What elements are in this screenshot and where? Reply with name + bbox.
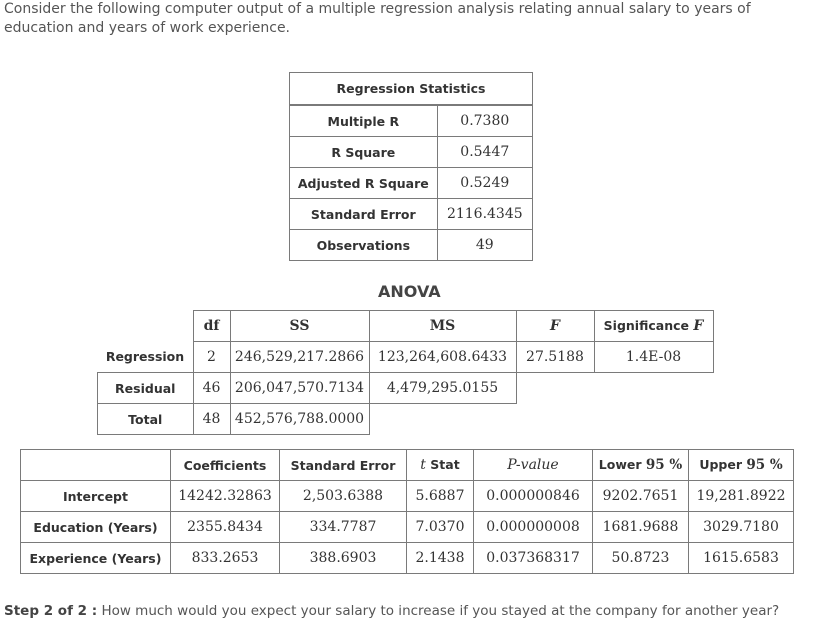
empty-cell — [21, 450, 171, 481]
problem-intro: Consider the following computer output of a multiple regression analysis relating annual salary to years of education and years of work experience. — [4, 1, 751, 36]
row-label: Education (Years) — [21, 512, 171, 543]
lower-95-cell: 50.8723 — [593, 543, 689, 574]
stat-value: 0.5249 — [437, 168, 532, 199]
table-header-row — [98, 311, 714, 342]
stat-label: Standard Error — [290, 199, 438, 230]
table-row — [98, 404, 714, 435]
p-value-cell: 0.037368317 — [474, 543, 593, 574]
header-lower-label: Lower — [598, 457, 646, 472]
anova-title: ANOVA — [378, 282, 441, 301]
header-t-stat — [407, 450, 474, 481]
header-standard-error: Standard Error — [280, 450, 407, 481]
ss-cell: 206,047,570.7134 — [230, 373, 369, 404]
row-label: Total — [98, 404, 194, 435]
table-row — [290, 199, 533, 230]
t-stat-cell: 7.0370 — [407, 512, 474, 543]
empty-cell — [594, 404, 713, 435]
header-f: F — [516, 311, 594, 342]
table-row — [290, 230, 533, 261]
df-cell: 48 — [193, 404, 230, 435]
header-significance-f-letter: F — [693, 318, 704, 334]
table-row — [21, 543, 794, 574]
header-upper-label: Upper — [699, 457, 747, 472]
row-label: Residual — [98, 373, 194, 404]
t-stat-cell: 5.6887 — [407, 481, 474, 512]
table-row — [98, 342, 714, 373]
standard-error-cell: 334.7787 — [280, 512, 407, 543]
df-cell: 46 — [193, 373, 230, 404]
regression-statistics-table — [289, 72, 533, 261]
empty-cell — [594, 373, 713, 404]
coefficient-cell: 2355.8434 — [171, 512, 280, 543]
table-row — [21, 481, 794, 512]
ms-cell: 4,479,295.0155 — [369, 373, 516, 404]
header-lower-95 — [593, 450, 689, 481]
empty-cell — [516, 404, 594, 435]
table-row — [98, 373, 714, 404]
table-row — [290, 105, 533, 137]
table-row — [21, 512, 794, 543]
header-upper-95 — [689, 450, 794, 481]
upper-95-cell: 3029.7180 — [689, 512, 794, 543]
anova-table — [97, 310, 714, 435]
header-t-letter: t — [420, 457, 426, 473]
header-df: df — [193, 311, 230, 342]
row-label: Intercept — [21, 481, 171, 512]
header-lower-pct: 95 % — [645, 457, 683, 473]
stat-value: 2116.4345 — [437, 199, 532, 230]
step-question — [4, 603, 779, 619]
header-p-value: P-value — [474, 450, 593, 481]
empty-cell — [98, 311, 194, 342]
table-row — [290, 137, 533, 168]
lower-95-cell: 1681.9688 — [593, 512, 689, 543]
t-stat-cell: 2.1438 — [407, 543, 474, 574]
coefficient-cell: 833.2653 — [171, 543, 280, 574]
f-cell: 27.5188 — [516, 342, 594, 373]
df-cell: 2 — [193, 342, 230, 373]
table-row — [290, 168, 533, 199]
row-label: Experience (Years) — [21, 543, 171, 574]
empty-cell — [516, 373, 594, 404]
upper-95-cell: 1615.6583 — [689, 543, 794, 574]
upper-95-cell: 19,281.8922 — [689, 481, 794, 512]
ms-cell: 123,264,608.6433 — [369, 342, 516, 373]
ss-cell: 452,576,788.0000 — [230, 404, 369, 435]
header-significance-f — [594, 311, 713, 342]
header-upper-pct: 95 % — [746, 457, 783, 473]
stat-value: 49 — [437, 230, 532, 261]
row-label: Regression — [105, 349, 185, 365]
p-value-cell: 0.000000846 — [474, 481, 593, 512]
significance-cell: 1.4E-08 — [594, 342, 713, 373]
header-significance-label: Significance — [603, 318, 689, 333]
stat-value: 0.5447 — [437, 137, 532, 168]
p-value-cell: 0.000000008 — [474, 512, 593, 543]
header-ms: MS — [369, 311, 516, 342]
stat-label: R Square — [290, 137, 438, 168]
header-ss: SS — [230, 311, 369, 342]
lower-95-cell: 9202.7651 — [593, 481, 689, 512]
stat-label: Multiple R — [290, 105, 438, 137]
table-header-row — [21, 450, 794, 481]
stat-label: Observations — [290, 230, 438, 261]
coefficients-table — [20, 449, 794, 574]
standard-error-cell: 2,503.6388 — [280, 481, 407, 512]
stat-label: Adjusted R Square — [290, 168, 438, 199]
header-stat-label: Stat — [425, 457, 460, 472]
coefficient-cell: 14242.32863 — [171, 481, 280, 512]
ss-cell: 246,529,217.2866 — [230, 342, 369, 373]
header-coefficients: Coefficients — [171, 450, 280, 481]
regression-statistics-title: Regression Statistics — [290, 73, 533, 106]
empty-cell — [369, 404, 516, 435]
step-question-text: How much would you expect your salary to increase if you stayed at the company for another year? — [101, 603, 780, 619]
stat-value: 0.7380 — [437, 105, 532, 137]
standard-error-cell: 388.6903 — [280, 543, 407, 574]
step-label: Step 2 of 2 : — [4, 603, 98, 619]
